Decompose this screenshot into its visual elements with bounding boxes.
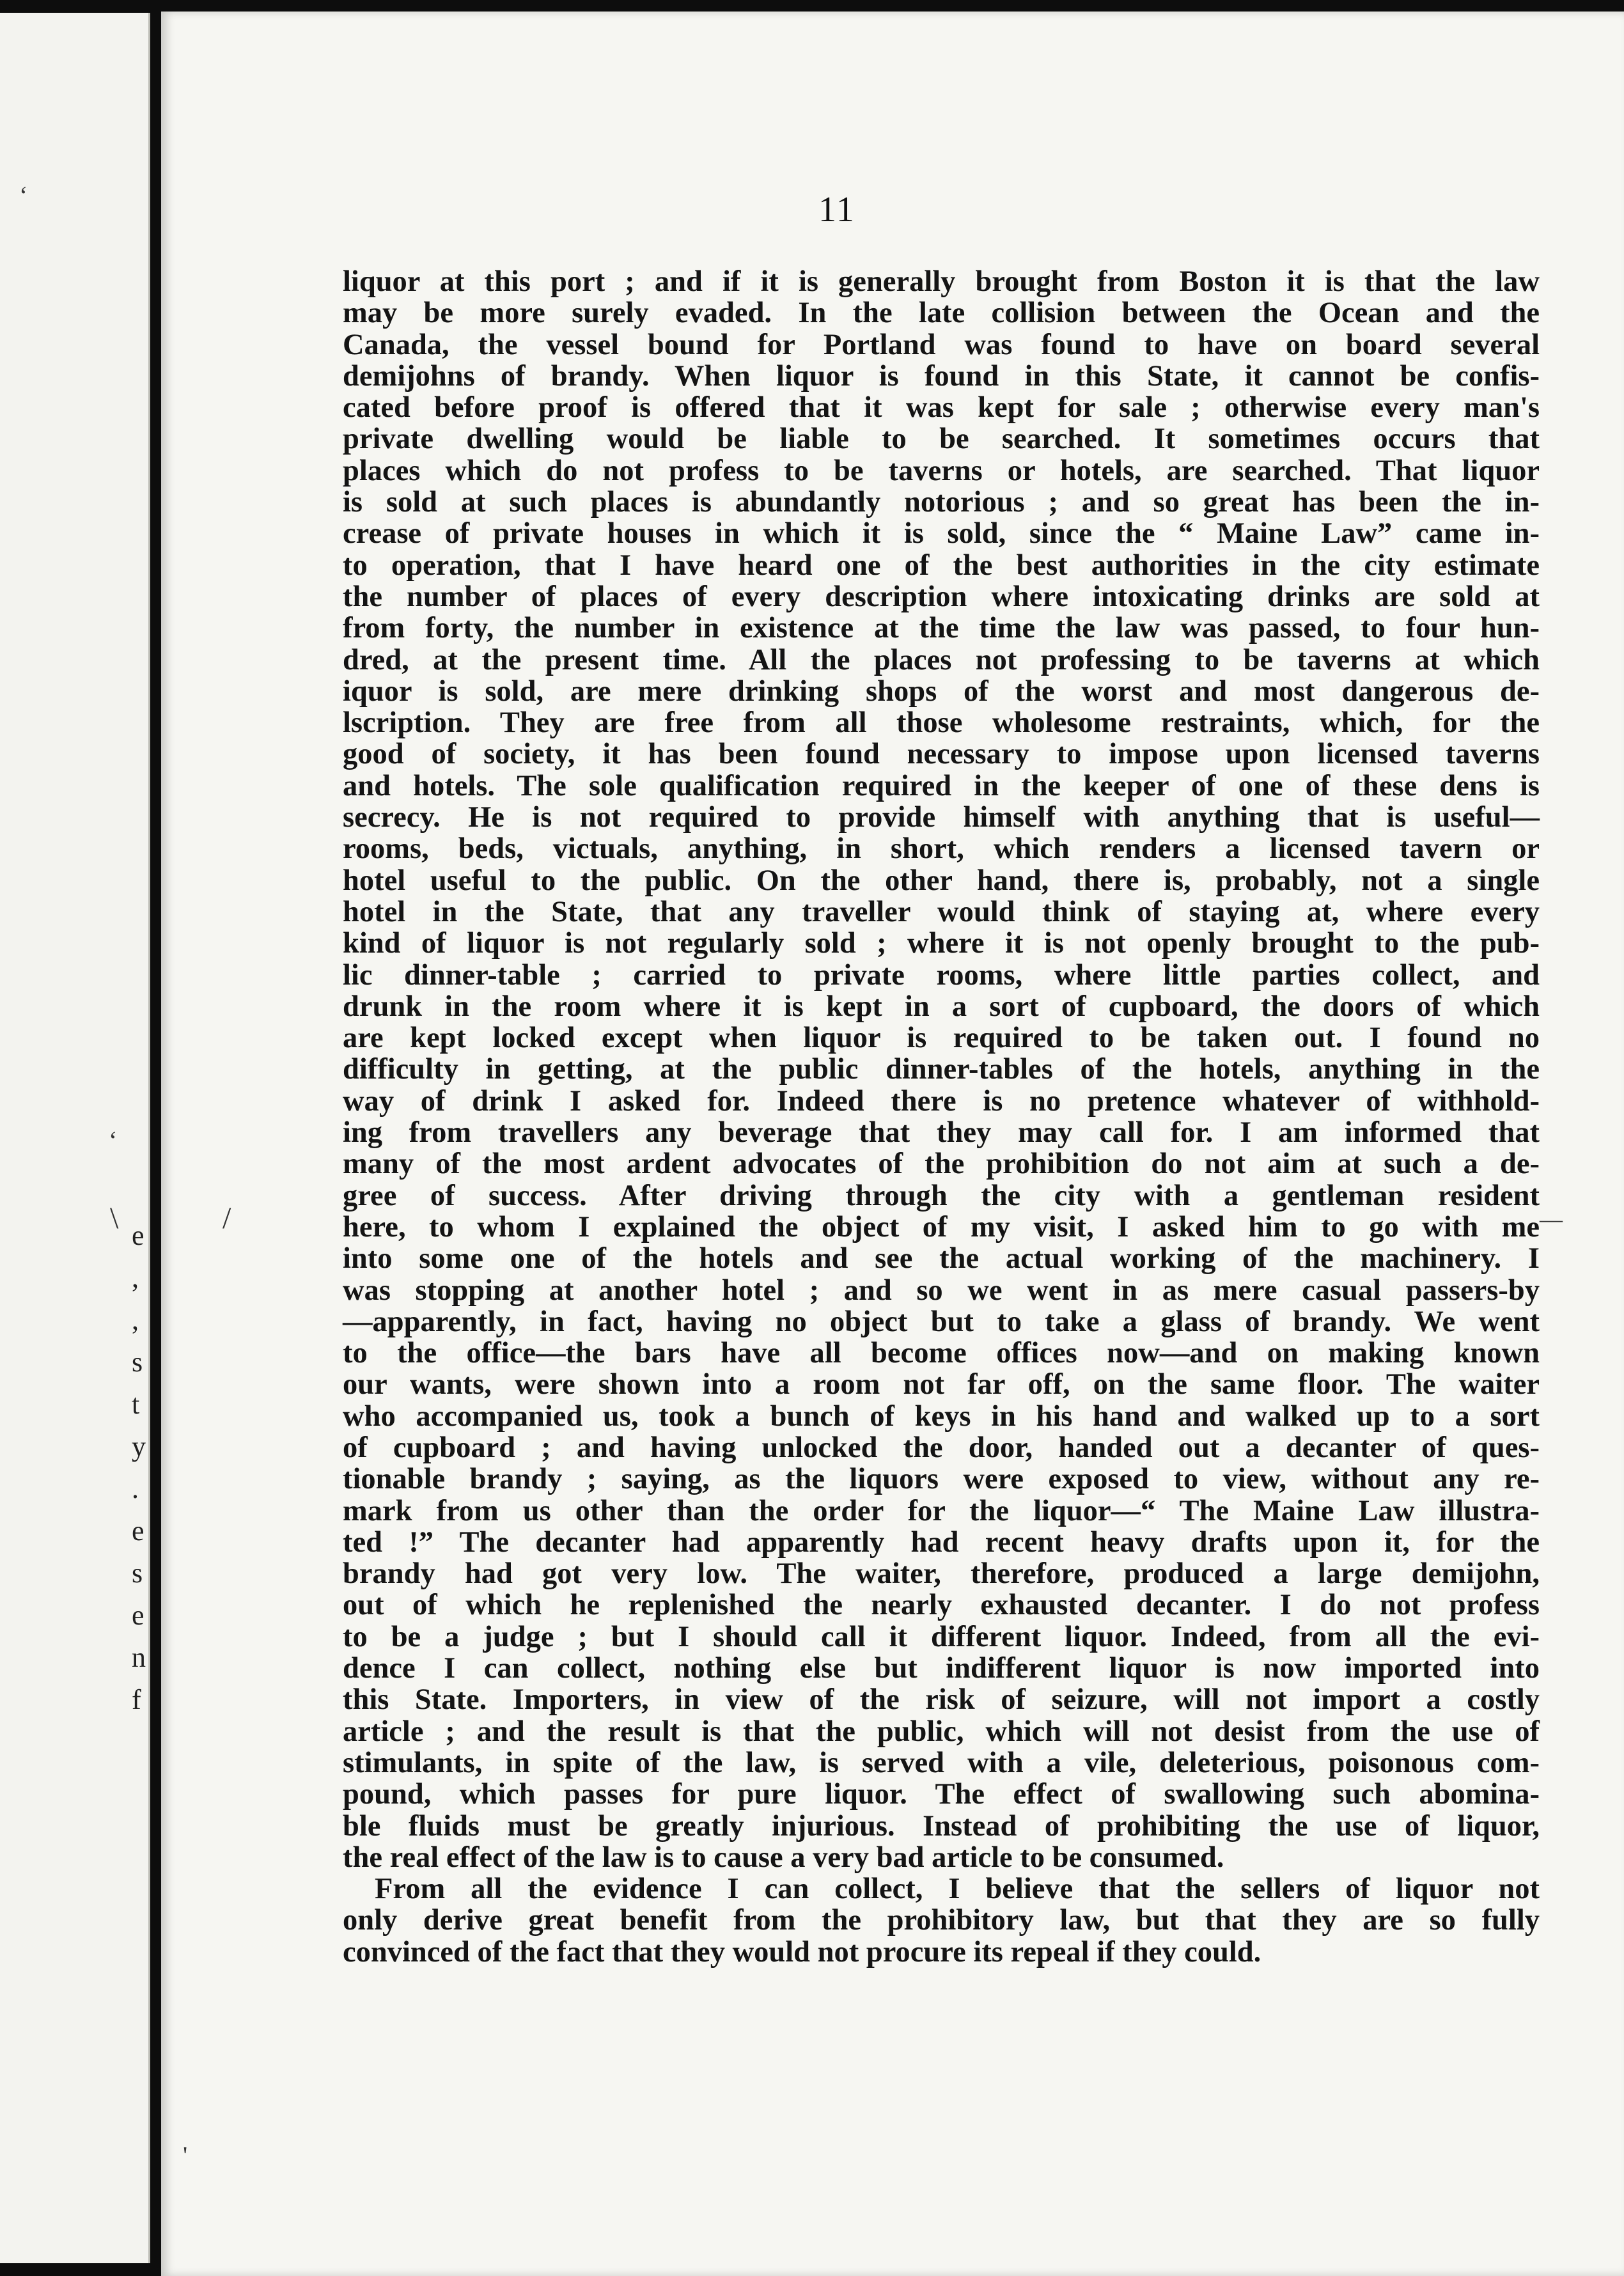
text-line: iquor is sold, are mere drinking shops of the worst and most dangerous de- (343, 674, 1540, 708)
margin-mark: / (223, 1201, 231, 1235)
text-line: is sold at such places is abundantly notorious ; and so great has been the in- (343, 486, 1540, 519)
text-line: who accompanied us, took a bunch of keys in his hand and walked up to a sort (343, 1399, 1540, 1433)
text-line: places which do not profess to be taverns or hotels, are searched. That liquor (343, 454, 1540, 487)
left-page-bleed-letters: e , , s t y . e s e n f (132, 1220, 146, 1715)
text-line: to be a judge ; but I should call it different liquor. Indeed, from all the evi- (343, 1620, 1540, 1653)
text-line: to the office—the bars have all become offices now—and on making known (343, 1337, 1540, 1370)
text-line: this State. Importers, in view of the risk of seizure, will not import a costly (343, 1683, 1540, 1717)
text-line: hotel in the State, that any traveller would think of staying at, where every (343, 895, 1540, 928)
paragraph (343, 266, 1540, 1873)
text-line: hotel useful to the public. On the other hand, there is, probably, not a single (343, 864, 1540, 897)
text-line: to operation, that I have heard one of the best authorities in the city estimate (343, 549, 1540, 582)
text-line: crease of private houses in which it is sold, since the “ Maine Law” came in- (343, 517, 1540, 550)
text-line: and hotels. The sole qualification required in the keeper of one of these dens is (343, 769, 1540, 802)
text-line: good of society, it has been found necessary to impose upon licensed taverns (343, 738, 1540, 771)
text-line: rooms, beds, victuals, anything, in short, which renders a licensed tavern or (343, 832, 1540, 866)
text-line: into some one of the hotels and see the actual working of the machinery. I (343, 1242, 1540, 1275)
text-line: gree of success. After driving through the city with a gentleman resident (343, 1179, 1540, 1212)
text-line: many of the most ardent advocates of the prohibition do not aim at such a de- (343, 1148, 1540, 1181)
text-line: out of which he replenished the nearly exhausted decanter. I do not profess (343, 1589, 1540, 1622)
text-line: Canada, the vessel bound for Portland was found to have on board several (343, 328, 1540, 361)
left-facing-page (0, 13, 150, 2263)
text-line: from forty, the number in existence at the time the law was passed, to four hun- (343, 612, 1540, 645)
text-line: dence I can collect, nothing else but indifferent liquor is now imported into (343, 1652, 1540, 1685)
text-line: From all the evidence I can collect, I believe that the sellers of liquor not (375, 1873, 1540, 1906)
text-line: here, to whom I explained the object of my visit, I asked him to go with me (343, 1210, 1540, 1243)
page-mark: ‘ (109, 1126, 118, 1155)
text-line: of cupboard ; and having unlocked the door, handed out a decanter of ques- (343, 1431, 1540, 1464)
text-line: our wants, were shown into a room not far off, on the same floor. The waiter (343, 1368, 1540, 1401)
text-line: ted !” The decanter had apparently had recent heavy drafts upon it, for the (343, 1525, 1540, 1559)
text-line: cated before proof is offered that it was kept for sale ; otherwise every man's (343, 391, 1540, 425)
text-line: —apparently, in fact, having no object but to take a glass of brandy. We went (343, 1305, 1540, 1338)
text-line: mark from us other than the order for the liquor—“ The Maine Law illustra- (343, 1494, 1540, 1527)
text-line: demijohns of brandy. When liquor is found in this State, it cannot be confis- (343, 359, 1540, 393)
text-line: was stopping at another hotel ; and so we went in as mere casual passers-by (343, 1274, 1540, 1307)
margin-mark: ' (183, 2141, 188, 2170)
text-line: ing from travellers any beverage that they may call for. I am informed that (343, 1116, 1540, 1150)
text-line: pound, which passes for pure liquor. The effect of swallowing such abomina- (343, 1778, 1540, 1811)
text-line: liquor at this port ; and if it is generally brought from Boston it is that the law (343, 265, 1540, 298)
text-line: secrecy. He is not required to provide himself with anything that is useful— (343, 801, 1540, 834)
margin-mark: \ (110, 1201, 119, 1235)
text-line: ble fluids must be greatly injurious. Instead of prohibiting the use of liquor, (343, 1809, 1540, 1843)
page-number: 11 (818, 190, 855, 230)
text-line: article ; and the result is that the public, which will not desist from the use of (343, 1715, 1540, 1748)
page-mark: ‘ (19, 181, 28, 210)
text-line: the real effect of the law is to cause a very bad article to be consumed. (343, 1841, 1224, 1874)
margin-mark: — (1540, 1206, 1563, 1232)
text-line: way of drink I asked for. Indeed there is no pretence whatever of withhold- (343, 1084, 1540, 1118)
text-line: drunk in the room where it is kept in a sort of cupboard, the doors of which (343, 990, 1540, 1023)
text-line: lic dinner-table ; carried to private rooms, where little parties collect, and (343, 958, 1540, 992)
text-line: kind of liquor is not regularly sold ; where it is not openly brought to the pub- (343, 927, 1540, 960)
body-text (343, 266, 1540, 1968)
text-line: dred, at the present time. All the places not professing to be taverns at which (343, 643, 1540, 676)
text-line: may be more surely evaded. In the late collision between the Ocean and the (343, 297, 1540, 330)
text-line: the number of places of every description where intoxicating drinks are sold at (343, 580, 1540, 613)
text-line: are kept locked except when liquor is required to be taken out. I found no (343, 1022, 1540, 1055)
text-line: only derive great benefit from the prohibitory law, but that they are so fully (343, 1904, 1540, 1937)
paragraph (343, 1873, 1540, 1968)
text-line: private dwelling would be liable to be searched. It sometimes occurs that (343, 423, 1540, 456)
text-line: convinced of the fact that they would not procure its repeal if they could. (343, 1935, 1261, 1968)
text-line: lscription. They are free from all those wholesome restraints, which, for the (343, 706, 1540, 740)
text-line: difficulty in getting, at the public dinner-tables of the hotels, anything in the (343, 1053, 1540, 1086)
text-line: brandy had got very low. The waiter, therefore, produced a large demijohn, (343, 1557, 1540, 1591)
text-line: tionable brandy ; saying, as the liquors were exposed to view, without any re- (343, 1463, 1540, 1496)
text-line: stimulants, in spite of the law, is served with a vile, deleterious, poisonous com- (343, 1746, 1540, 1779)
